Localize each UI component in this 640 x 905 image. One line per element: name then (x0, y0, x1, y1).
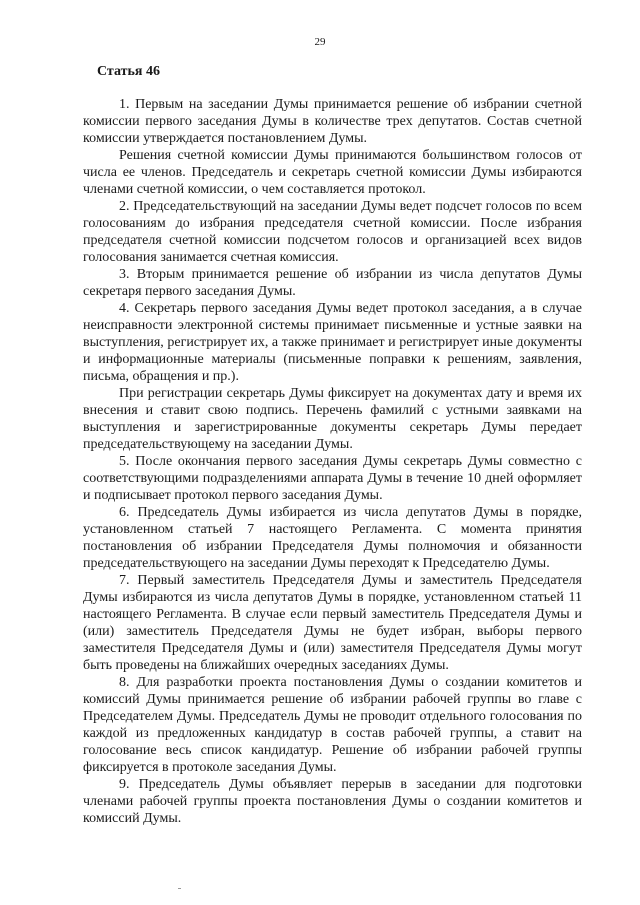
paragraph-7: 5. После окончания первого заседания Думы секретарь Думы совместно с соответствующими подразделениями аппарата Думы в течение 10 дней оформляет и подписывает протокол первого заседания Думы. (83, 454, 582, 503)
paragraph-1: 1. Первым на заседании Думы принимается решение об избрании счетной комиссии первого заседания Думы в количестве трех депутатов. Состав счетной комиссии утверждается постановлением Думы. (83, 97, 582, 146)
paragraph-8: 6. Председатель Думы избирается из числа депутатов Думы в порядке, установленном статьей 7 настоящего Регламента. С момента принятия постановления об избрании Председателя Думы полномочия и обязанности председательствующего на заседании Думы переходят к Председателю Думы. (83, 505, 582, 571)
paragraph-2: Решения счетной комиссии Думы принимаются большинством голосов от числа ее членов. Председатель и секретарь счетной комиссии Думы избираются членами счетной комиссии, о чем составляется протокол. (83, 148, 582, 197)
scan-speck (178, 888, 181, 889)
paragraph-11: 9. Председатель Думы объявляет перерыв в заседании для подготовки членами рабочей группы проекта постановления Думы о создании комитетов и комиссий Думы. (83, 777, 582, 826)
paragraph-9: 7. Первый заместитель Председателя Думы и заместитель Председателя Думы избираются из числа депутатов Думы в порядке, установленном статьей 11 настоящего Регламента. В случае если первый заместитель Председателя Думы и (или) заместитель Председателя Думы не будет избран, выборы первого заместителя Председателя Думы и (или) заместителя Председателя Думы могут быть проведены на ближайших очередных заседаниях Думы. (83, 573, 582, 673)
paragraph-6: При регистрации секретарь Думы фиксирует на документах дату и время их внесения и ставит свою подпись. Перечень фамилий с устными заявками на выступления и зарегистрированные документы секретарь Думы передает председательствующему на заседании Думы. (83, 386, 582, 452)
paragraph-5: 4. Секретарь первого заседания Думы ведет протокол заседания, а в случае неисправности электронной системы принимает письменные и устные заявки на выступления, регистрирует их, а также принимает и регистрирует иные документы и информационные материалы (письменные поправки к решениям, заявления, письма, обращения и пр.). (83, 301, 582, 384)
page-number: 29 (314, 36, 326, 48)
paragraph-4: 3. Вторым принимается решение об избрании из числа депутатов Думы секретаря первого заседания Думы. (83, 267, 582, 299)
article-title: Статья 46 (97, 64, 160, 79)
paragraph-3: 2. Председательствующий на заседании Думы ведет подсчет голосов по всем голосованиям до избрания председателя счетной комиссии. После избрания председателя счетной комиссии подсчетом голосов и организацией всех видов голосования занимается счетная комиссия. (83, 199, 582, 265)
paragraph-10: 8. Для разработки проекта постановления Думы о создании комитетов и комиссий Думы принимается решение об избрании рабочей группы во главе с Председателем Думы. Председатель Думы не проводит отдельного голосования по каждой из предложенных кандидатур в состав рабочей группы, а ставит на голосование весь список кандидатур. Решение об избрании рабочей группы фиксируется в протоколе заседания Думы. (83, 675, 582, 775)
article-body (83, 96, 582, 827)
